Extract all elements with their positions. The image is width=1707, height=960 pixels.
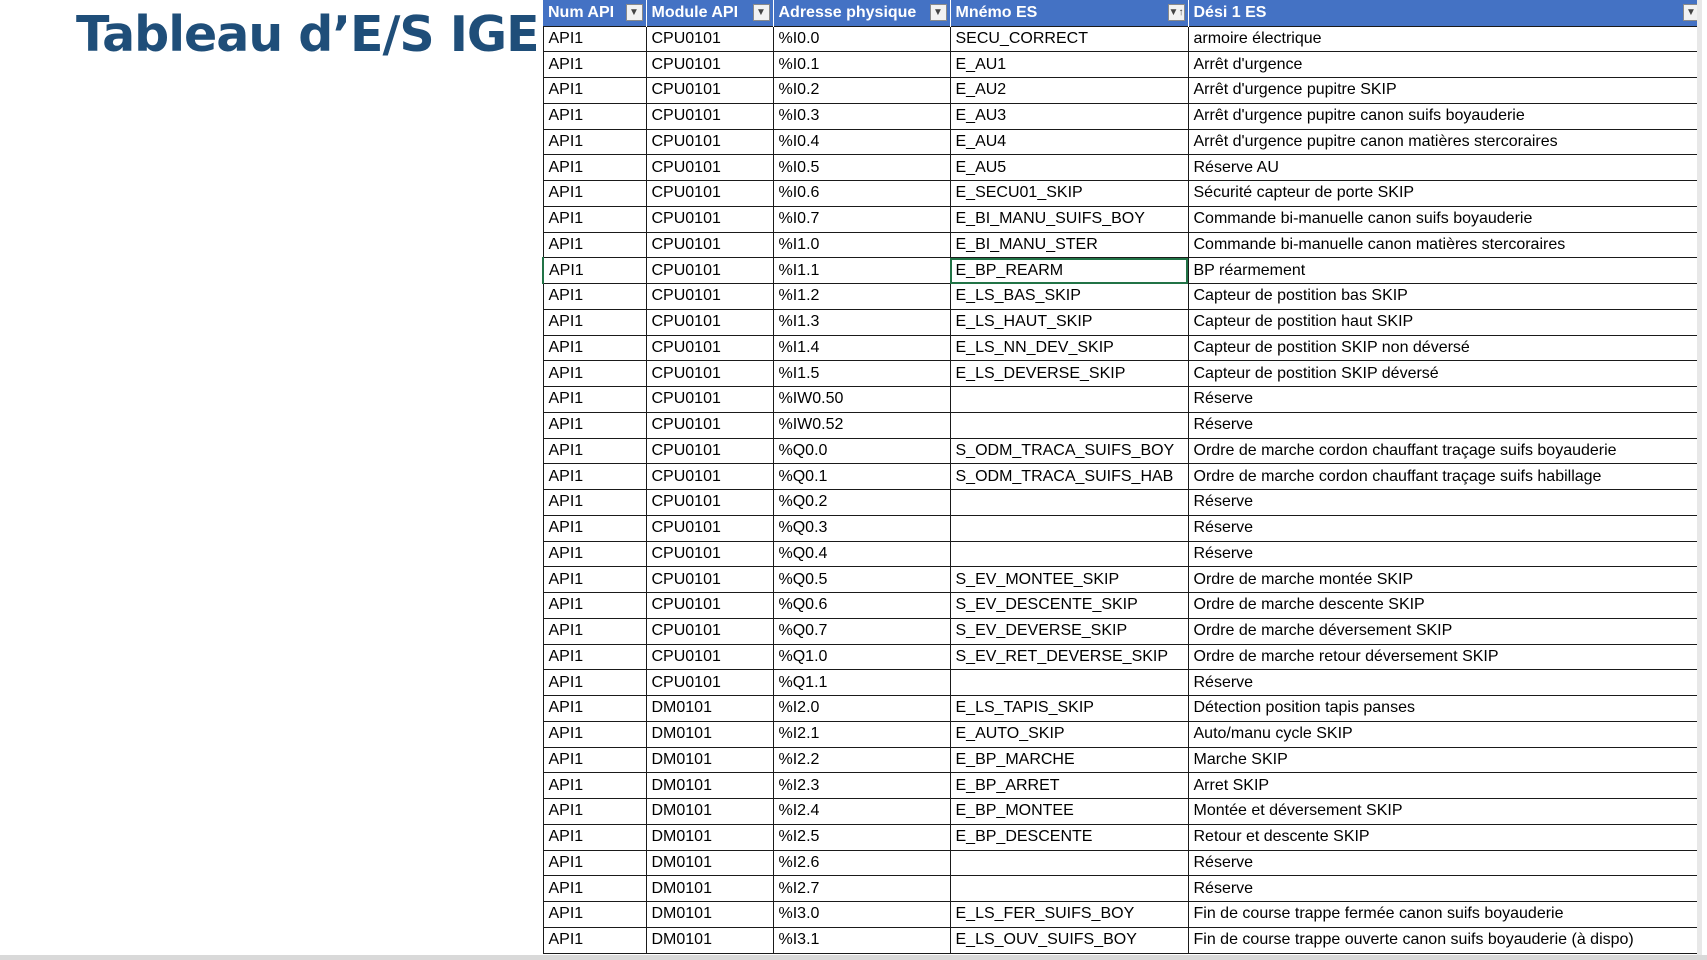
cell-num-api[interactable]: API1: [543, 129, 646, 155]
cell-desi-1-es[interactable]: Ordre de marche retour déversement SKIP: [1188, 644, 1702, 670]
cell-mnemo-es[interactable]: S_EV_DEVERSE_SKIP: [950, 618, 1188, 644]
cell-num-api[interactable]: API1: [543, 52, 646, 78]
cell-adresse-physique[interactable]: %I2.0: [773, 696, 950, 722]
cell-mnemo-es[interactable]: S_ODM_TRACA_SUIFS_BOY: [950, 438, 1188, 464]
column-header-desi-1-es[interactable]: [1188, 0, 1702, 26]
column-header-module-api[interactable]: [646, 0, 773, 26]
cell-mnemo-es[interactable]: E_AU4: [950, 129, 1188, 155]
cell-adresse-physique[interactable]: %I0.4: [773, 129, 950, 155]
cell-module-api[interactable]: CPU0101: [646, 78, 773, 104]
table-row[interactable]: [543, 258, 1702, 284]
cell-desi-1-es[interactable]: Fin de course trappe ouverte canon suifs boyauderie (à dispo): [1188, 927, 1702, 953]
table-row[interactable]: [543, 387, 1702, 413]
cell-num-api[interactable]: API1: [543, 412, 646, 438]
cell-module-api[interactable]: CPU0101: [646, 284, 773, 310]
cell-adresse-physique[interactable]: %Q0.3: [773, 515, 950, 541]
cell-module-api[interactable]: DM0101: [646, 902, 773, 928]
table-row[interactable]: [543, 567, 1702, 593]
table-row[interactable]: [543, 52, 1702, 78]
cell-adresse-physique[interactable]: %I1.2: [773, 284, 950, 310]
column-header-label: Adresse physique: [778, 3, 917, 21]
cell-num-api[interactable]: API1: [543, 876, 646, 902]
sort-asc-filter-icon[interactable]: ▼↑: [1168, 4, 1185, 21]
cell-adresse-physique[interactable]: %I1.0: [773, 232, 950, 258]
cell-desi-1-es[interactable]: Ordre de marche cordon chauffant traçage suifs boyauderie: [1188, 438, 1702, 464]
cell-module-api[interactable]: CPU0101: [646, 438, 773, 464]
cell-module-api[interactable]: DM0101: [646, 876, 773, 902]
cell-mnemo-es[interactable]: E_BP_ARRET: [950, 773, 1188, 799]
cell-adresse-physique[interactable]: %I2.1: [773, 721, 950, 747]
column-header-label: Dési 1 ES: [1193, 3, 1267, 21]
cell-module-api[interactable]: DM0101: [646, 696, 773, 722]
cell-adresse-physique[interactable]: %I3.1: [773, 927, 950, 953]
column-header-adresse-physique[interactable]: [773, 0, 950, 26]
table-body: [543, 26, 1702, 953]
column-header-label: Num API: [548, 3, 615, 21]
cell-num-api[interactable]: API1: [543, 26, 646, 52]
cell-num-api[interactable]: API1: [543, 258, 646, 284]
cell-adresse-physique[interactable]: %I2.2: [773, 747, 950, 773]
table-row[interactable]: [543, 335, 1702, 361]
cell-num-api[interactable]: API1: [543, 515, 646, 541]
cell-mnemo-es[interactable]: E_LS_OUV_SUIFS_BOY: [950, 927, 1188, 953]
cell-mnemo-es[interactable]: [950, 412, 1188, 438]
cell-adresse-physique[interactable]: %Q1.1: [773, 670, 950, 696]
cell-desi-1-es[interactable]: Marche SKIP: [1188, 747, 1702, 773]
cell-module-api[interactable]: CPU0101: [646, 644, 773, 670]
cell-num-api[interactable]: API1: [543, 773, 646, 799]
cell-mnemo-es[interactable]: S_EV_MONTEE_SKIP: [950, 567, 1188, 593]
cell-num-api[interactable]: API1: [543, 206, 646, 232]
table-row[interactable]: [543, 309, 1702, 335]
cell-num-api[interactable]: API1: [543, 850, 646, 876]
cell-mnemo-es[interactable]: E_LS_HAUT_SKIP: [950, 309, 1188, 335]
cell-num-api[interactable]: API1: [543, 618, 646, 644]
cell-mnemo-es[interactable]: SECU_CORRECT: [950, 26, 1188, 52]
cell-desi-1-es[interactable]: Fin de course trappe fermée canon suifs boyauderie: [1188, 902, 1702, 928]
cell-module-api[interactable]: CPU0101: [646, 567, 773, 593]
cell-module-api[interactable]: CPU0101: [646, 464, 773, 490]
cell-num-api[interactable]: API1: [543, 541, 646, 567]
cell-module-api[interactable]: CPU0101: [646, 515, 773, 541]
cell-module-api[interactable]: CPU0101: [646, 258, 773, 284]
cell-desi-1-es[interactable]: Capteur de postition bas SKIP: [1188, 284, 1702, 310]
table-row[interactable]: [543, 284, 1702, 310]
cell-num-api[interactable]: API1: [543, 644, 646, 670]
cell-mnemo-es[interactable]: [950, 515, 1188, 541]
cell-mnemo-es[interactable]: E_BP_MONTEE: [950, 799, 1188, 825]
cell-adresse-physique[interactable]: %I0.6: [773, 181, 950, 207]
cell-adresse-physique[interactable]: %Q0.0: [773, 438, 950, 464]
table-row[interactable]: [543, 103, 1702, 129]
cell-module-api[interactable]: CPU0101: [646, 490, 773, 516]
cell-mnemo-es[interactable]: [950, 670, 1188, 696]
cell-desi-1-es[interactable]: Arrêt d'urgence pupitre SKIP: [1188, 78, 1702, 104]
cell-desi-1-es[interactable]: Réserve: [1188, 541, 1702, 567]
cell-num-api[interactable]: API1: [543, 387, 646, 413]
cell-num-api[interactable]: API1: [543, 78, 646, 104]
table-row[interactable]: [543, 721, 1702, 747]
cell-module-api[interactable]: CPU0101: [646, 670, 773, 696]
cell-module-api[interactable]: CPU0101: [646, 593, 773, 619]
cell-desi-1-es[interactable]: Ordre de marche cordon chauffant traçage suifs habillage: [1188, 464, 1702, 490]
cell-num-api[interactable]: API1: [543, 696, 646, 722]
cell-adresse-physique[interactable]: %I1.1: [773, 258, 950, 284]
cell-desi-1-es[interactable]: Montée et déversement SKIP: [1188, 799, 1702, 825]
table-row[interactable]: [543, 129, 1702, 155]
table-row[interactable]: [543, 232, 1702, 258]
cell-module-api[interactable]: CPU0101: [646, 232, 773, 258]
cell-num-api[interactable]: API1: [543, 927, 646, 953]
cell-desi-1-es[interactable]: Réserve: [1188, 387, 1702, 413]
cell-mnemo-es[interactable]: E_AU1: [950, 52, 1188, 78]
cell-module-api[interactable]: DM0101: [646, 927, 773, 953]
vertical-scrollbar[interactable]: [1697, 0, 1702, 955]
cell-adresse-physique[interactable]: %Q0.5: [773, 567, 950, 593]
cell-num-api[interactable]: API1: [543, 155, 646, 181]
cell-desi-1-es[interactable]: Arrêt d'urgence pupitre canon suifs boyauderie: [1188, 103, 1702, 129]
cell-desi-1-es[interactable]: Capteur de postition SKIP déversé: [1188, 361, 1702, 387]
cell-adresse-physique[interactable]: %Q1.0: [773, 644, 950, 670]
cell-adresse-physique[interactable]: %I0.2: [773, 78, 950, 104]
io-table: [542, 0, 1702, 954]
table-row[interactable]: [543, 78, 1702, 104]
cell-desi-1-es[interactable]: Détection position tapis panses: [1188, 696, 1702, 722]
io-spreadsheet: [542, 0, 1702, 955]
cell-adresse-physique[interactable]: %IW0.52: [773, 412, 950, 438]
cell-mnemo-es[interactable]: E_BP_REARM: [950, 258, 1188, 284]
cell-adresse-physique[interactable]: %Q0.7: [773, 618, 950, 644]
cell-adresse-physique[interactable]: %I0.1: [773, 52, 950, 78]
cell-adresse-physique[interactable]: %I0.7: [773, 206, 950, 232]
table-row[interactable]: [543, 696, 1702, 722]
cell-adresse-physique[interactable]: %I2.3: [773, 773, 950, 799]
cell-module-api[interactable]: CPU0101: [646, 618, 773, 644]
cell-adresse-physique[interactable]: %I3.0: [773, 902, 950, 928]
cell-desi-1-es[interactable]: Ordre de marche montée SKIP: [1188, 567, 1702, 593]
cell-module-api[interactable]: CPU0101: [646, 181, 773, 207]
table-row[interactable]: [543, 490, 1702, 516]
cell-num-api[interactable]: API1: [543, 799, 646, 825]
cell-mnemo-es[interactable]: E_BP_MARCHE: [950, 747, 1188, 773]
cell-num-api[interactable]: API1: [543, 232, 646, 258]
cell-adresse-physique[interactable]: %Q0.6: [773, 593, 950, 619]
column-header-label: Module API: [651, 3, 739, 21]
cell-mnemo-es[interactable]: E_AUTO_SKIP: [950, 721, 1188, 747]
cell-num-api[interactable]: API1: [543, 567, 646, 593]
cell-module-api[interactable]: CPU0101: [646, 26, 773, 52]
cell-desi-1-es[interactable]: Arrêt d'urgence: [1188, 52, 1702, 78]
cell-adresse-physique[interactable]: %IW0.50: [773, 387, 950, 413]
cell-adresse-physique[interactable]: %I0.3: [773, 103, 950, 129]
table-row[interactable]: [543, 206, 1702, 232]
table-row[interactable]: [543, 26, 1702, 52]
cell-module-api[interactable]: CPU0101: [646, 335, 773, 361]
cell-mnemo-es[interactable]: E_AU3: [950, 103, 1188, 129]
cell-desi-1-es[interactable]: Réserve AU: [1188, 155, 1702, 181]
cell-desi-1-es[interactable]: Ordre de marche déversement SKIP: [1188, 618, 1702, 644]
table-row[interactable]: [543, 824, 1702, 850]
table-row[interactable]: [543, 773, 1702, 799]
cell-mnemo-es[interactable]: S_EV_DESCENTE_SKIP: [950, 593, 1188, 619]
cell-desi-1-es[interactable]: Réserve: [1188, 876, 1702, 902]
cell-desi-1-es[interactable]: Arrêt d'urgence pupitre canon matières stercoraires: [1188, 129, 1702, 155]
cell-module-api[interactable]: CPU0101: [646, 129, 773, 155]
table-row[interactable]: [543, 155, 1702, 181]
cell-mnemo-es[interactable]: [950, 850, 1188, 876]
table-row[interactable]: [543, 618, 1702, 644]
page-title: Tableau d’E/S IGE: [76, 6, 539, 63]
cell-module-api[interactable]: CPU0101: [646, 309, 773, 335]
cell-num-api[interactable]: API1: [543, 824, 646, 850]
dropdown-arrow-icon[interactable]: ▼: [626, 4, 643, 21]
cell-adresse-physique[interactable]: %Q0.4: [773, 541, 950, 567]
cell-desi-1-es[interactable]: Réserve: [1188, 670, 1702, 696]
table-row[interactable]: [543, 361, 1702, 387]
cell-desi-1-es[interactable]: armoire électrique: [1188, 26, 1702, 52]
cell-adresse-physique[interactable]: %I1.5: [773, 361, 950, 387]
cell-mnemo-es[interactable]: E_BI_MANU_SUIFS_BOY: [950, 206, 1188, 232]
cell-mnemo-es[interactable]: E_LS_BAS_SKIP: [950, 284, 1188, 310]
column-header-mnemo-es[interactable]: [950, 0, 1188, 26]
cell-num-api[interactable]: API1: [543, 464, 646, 490]
cell-adresse-physique[interactable]: %I2.7: [773, 876, 950, 902]
cell-module-api[interactable]: CPU0101: [646, 206, 773, 232]
cell-mnemo-es[interactable]: E_LS_NN_DEV_SKIP: [950, 335, 1188, 361]
table-row[interactable]: [543, 799, 1702, 825]
cell-mnemo-es[interactable]: E_SECU01_SKIP: [950, 181, 1188, 207]
cell-mnemo-es[interactable]: [950, 387, 1188, 413]
cell-module-api[interactable]: CPU0101: [646, 387, 773, 413]
cell-mnemo-es[interactable]: [950, 541, 1188, 567]
cell-module-api[interactable]: DM0101: [646, 773, 773, 799]
cell-mnemo-es[interactable]: E_LS_FER_SUIFS_BOY: [950, 902, 1188, 928]
cell-desi-1-es[interactable]: Retour et descente SKIP: [1188, 824, 1702, 850]
cell-adresse-physique[interactable]: %I2.4: [773, 799, 950, 825]
cell-desi-1-es[interactable]: Capteur de postition SKIP non déversé: [1188, 335, 1702, 361]
dropdown-arrow-icon[interactable]: ▼: [1683, 4, 1700, 21]
dropdown-arrow-icon[interactable]: ▼: [930, 4, 947, 21]
cell-desi-1-es[interactable]: Réserve: [1188, 412, 1702, 438]
cell-mnemo-es[interactable]: E_LS_DEVERSE_SKIP: [950, 361, 1188, 387]
cell-module-api[interactable]: DM0101: [646, 747, 773, 773]
cell-mnemo-es[interactable]: E_BI_MANU_STER: [950, 232, 1188, 258]
bottom-divider: [0, 955, 1707, 960]
cell-module-api[interactable]: CPU0101: [646, 52, 773, 78]
cell-adresse-physique[interactable]: %Q0.1: [773, 464, 950, 490]
cell-desi-1-es[interactable]: Ordre de marche descente SKIP: [1188, 593, 1702, 619]
cell-num-api[interactable]: API1: [543, 438, 646, 464]
cell-num-api[interactable]: API1: [543, 490, 646, 516]
cell-module-api[interactable]: CPU0101: [646, 412, 773, 438]
cell-desi-1-es[interactable]: BP réarmement: [1188, 258, 1702, 284]
cell-num-api[interactable]: API1: [543, 721, 646, 747]
cell-adresse-physique[interactable]: %I1.4: [773, 335, 950, 361]
cell-module-api[interactable]: DM0101: [646, 721, 773, 747]
cell-mnemo-es[interactable]: E_LS_TAPIS_SKIP: [950, 696, 1188, 722]
table-row[interactable]: [543, 515, 1702, 541]
cell-num-api[interactable]: API1: [543, 593, 646, 619]
cell-num-api[interactable]: API1: [543, 103, 646, 129]
table-row[interactable]: [543, 464, 1702, 490]
table-row[interactable]: [543, 876, 1702, 902]
cell-module-api[interactable]: DM0101: [646, 850, 773, 876]
cell-module-api[interactable]: CPU0101: [646, 541, 773, 567]
table-row[interactable]: [543, 181, 1702, 207]
cell-module-api[interactable]: DM0101: [646, 799, 773, 825]
cell-adresse-physique[interactable]: %I2.5: [773, 824, 950, 850]
cell-num-api[interactable]: API1: [543, 284, 646, 310]
cell-desi-1-es[interactable]: Réserve: [1188, 490, 1702, 516]
cell-module-api[interactable]: DM0101: [646, 824, 773, 850]
table-row[interactable]: [543, 412, 1702, 438]
column-header-num-api[interactable]: [543, 0, 646, 26]
table-row[interactable]: [543, 593, 1702, 619]
cell-module-api[interactable]: CPU0101: [646, 103, 773, 129]
table-row[interactable]: [543, 850, 1702, 876]
cell-mnemo-es[interactable]: S_EV_RET_DEVERSE_SKIP: [950, 644, 1188, 670]
cell-num-api[interactable]: API1: [543, 181, 646, 207]
table-row[interactable]: [543, 927, 1702, 953]
column-header-label: Mnémo ES: [955, 3, 1038, 21]
cell-desi-1-es[interactable]: Capteur de postition haut SKIP: [1188, 309, 1702, 335]
table-row[interactable]: [543, 644, 1702, 670]
cell-adresse-physique[interactable]: %I0.5: [773, 155, 950, 181]
cell-mnemo-es[interactable]: E_AU5: [950, 155, 1188, 181]
cell-desi-1-es[interactable]: Arret SKIP: [1188, 773, 1702, 799]
cell-desi-1-es[interactable]: Réserve: [1188, 515, 1702, 541]
cell-num-api[interactable]: API1: [543, 670, 646, 696]
cell-mnemo-es[interactable]: [950, 876, 1188, 902]
cell-mnemo-es[interactable]: E_AU2: [950, 78, 1188, 104]
dropdown-arrow-icon[interactable]: ▼: [753, 4, 770, 21]
cell-desi-1-es[interactable]: Réserve: [1188, 850, 1702, 876]
cell-desi-1-es[interactable]: Auto/manu cycle SKIP: [1188, 721, 1702, 747]
table-row[interactable]: [543, 438, 1702, 464]
cell-module-api[interactable]: CPU0101: [646, 155, 773, 181]
cell-adresse-physique[interactable]: %I0.0: [773, 26, 950, 52]
cell-num-api[interactable]: API1: [543, 335, 646, 361]
cell-adresse-physique[interactable]: %Q0.2: [773, 490, 950, 516]
table-row[interactable]: [543, 902, 1702, 928]
cell-num-api[interactable]: API1: [543, 902, 646, 928]
cell-mnemo-es[interactable]: [950, 490, 1188, 516]
cell-desi-1-es[interactable]: Commande bi-manuelle canon matières stercoraires: [1188, 232, 1702, 258]
cell-adresse-physique[interactable]: %I1.3: [773, 309, 950, 335]
cell-mnemo-es[interactable]: S_ODM_TRACA_SUIFS_HAB: [950, 464, 1188, 490]
cell-mnemo-es[interactable]: E_BP_DESCENTE: [950, 824, 1188, 850]
cell-num-api[interactable]: API1: [543, 361, 646, 387]
table-row[interactable]: [543, 670, 1702, 696]
header-row: [543, 0, 1702, 26]
table-row[interactable]: [543, 541, 1702, 567]
cell-module-api[interactable]: CPU0101: [646, 361, 773, 387]
cell-num-api[interactable]: API1: [543, 309, 646, 335]
table-row[interactable]: [543, 747, 1702, 773]
cell-desi-1-es[interactable]: Commande bi-manuelle canon suifs boyauderie: [1188, 206, 1702, 232]
cell-num-api[interactable]: API1: [543, 747, 646, 773]
cell-desi-1-es[interactable]: Sécurité capteur de porte SKIP: [1188, 181, 1702, 207]
cell-adresse-physique[interactable]: %I2.6: [773, 850, 950, 876]
